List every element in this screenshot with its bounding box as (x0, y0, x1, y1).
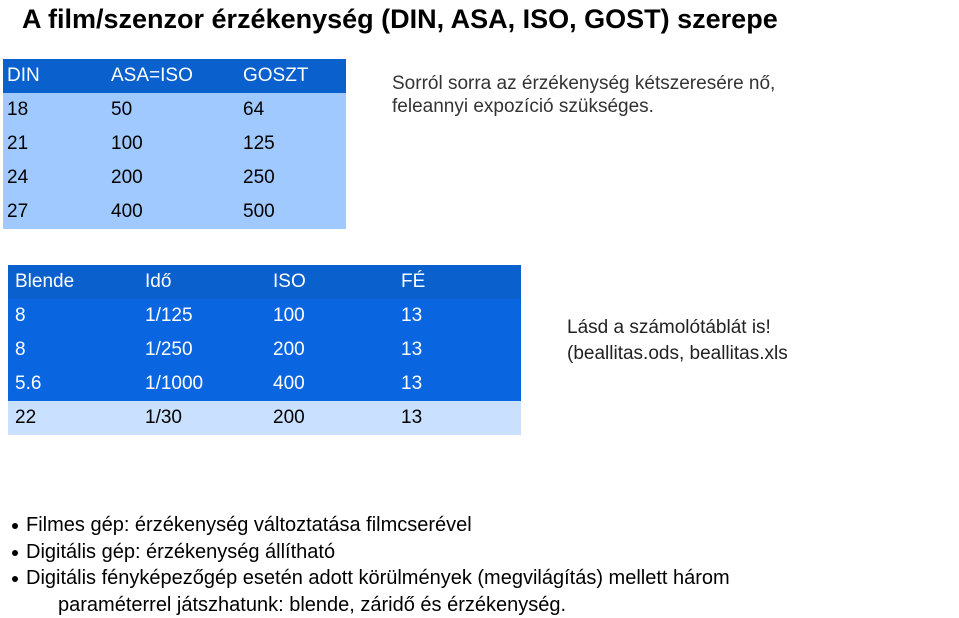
table-cell: 100 (266, 299, 394, 333)
table-cell: 125 (239, 127, 346, 161)
table-cell: 200 (266, 401, 394, 435)
header-cell: ISO (266, 265, 394, 299)
list-item: Digitális fényképezőgép esetén adott körülmények (megvilágítás) mellett három (12, 565, 730, 592)
table-row (8, 299, 521, 333)
table-row (8, 401, 521, 435)
table-cell: 400 (107, 195, 239, 229)
table-cell: 13 (394, 401, 521, 435)
table-cell: 27 (3, 195, 107, 229)
table-row (3, 93, 346, 127)
header-cell: Idő (138, 265, 266, 299)
note-line: Lásd a számolótáblát is! (567, 315, 788, 341)
table-cell: 64 (239, 93, 346, 127)
table-cell: 13 (394, 299, 521, 333)
table-row (3, 127, 346, 161)
table-cell: 1/250 (138, 333, 266, 367)
header-cell: ASA=ISO (107, 59, 239, 93)
table-cell: 1/125 (138, 299, 266, 333)
table-cell: 5.6 (8, 367, 138, 401)
exposure-table (8, 265, 521, 435)
note-line: feleannyi expozíció szükséges. (392, 95, 775, 118)
table-cell: 100 (107, 127, 239, 161)
header-cell: FÉ (394, 265, 521, 299)
table-cell: 22 (8, 401, 138, 435)
table-row (3, 161, 346, 195)
table-cell: 50 (107, 93, 239, 127)
list-item: Digitális gép: érzékenység állítható (12, 539, 730, 566)
header-cell: GOSZT (239, 59, 346, 93)
slide-title: A film/szenzor érzékenység (DIN, ASA, ISO, GOST) szerepe (22, 0, 778, 38)
sensitivity-table (3, 59, 346, 229)
table-cell: 400 (266, 367, 394, 401)
table-header-row (8, 265, 521, 299)
note-line: Sorról sorra az érzékenység kétszeresére nő, (392, 72, 775, 95)
table-cell: 200 (107, 161, 239, 195)
table-cell: 8 (8, 333, 138, 367)
header-cell: DIN (3, 59, 107, 93)
table-cell: 200 (266, 333, 394, 367)
note-line: (beallitas.ods, beallitas.xls (567, 341, 788, 367)
table-cell: 1/30 (138, 401, 266, 435)
table-cell: 13 (394, 333, 521, 367)
sensitivity-note (392, 72, 775, 118)
table-cell: 13 (394, 367, 521, 401)
bullet-list (12, 512, 730, 618)
table-header-row (3, 59, 346, 93)
table-cell: 1/1000 (138, 367, 266, 401)
table-row (8, 367, 521, 401)
spreadsheet-note (567, 315, 788, 367)
table-cell: 24 (3, 161, 107, 195)
table-cell: 500 (239, 195, 346, 229)
list-item-continuation: paraméterrel játszhatunk: blende, záridő és érzékenység. (12, 592, 730, 618)
table-row (8, 333, 521, 367)
table-cell: 18 (3, 93, 107, 127)
table-cell: 21 (3, 127, 107, 161)
table-cell: 250 (239, 161, 346, 195)
list-item: Filmes gép: érzékenység változtatása filmcserével (12, 512, 730, 539)
table-cell: 8 (8, 299, 138, 333)
table-row (3, 195, 346, 229)
header-cell: Blende (8, 265, 138, 299)
